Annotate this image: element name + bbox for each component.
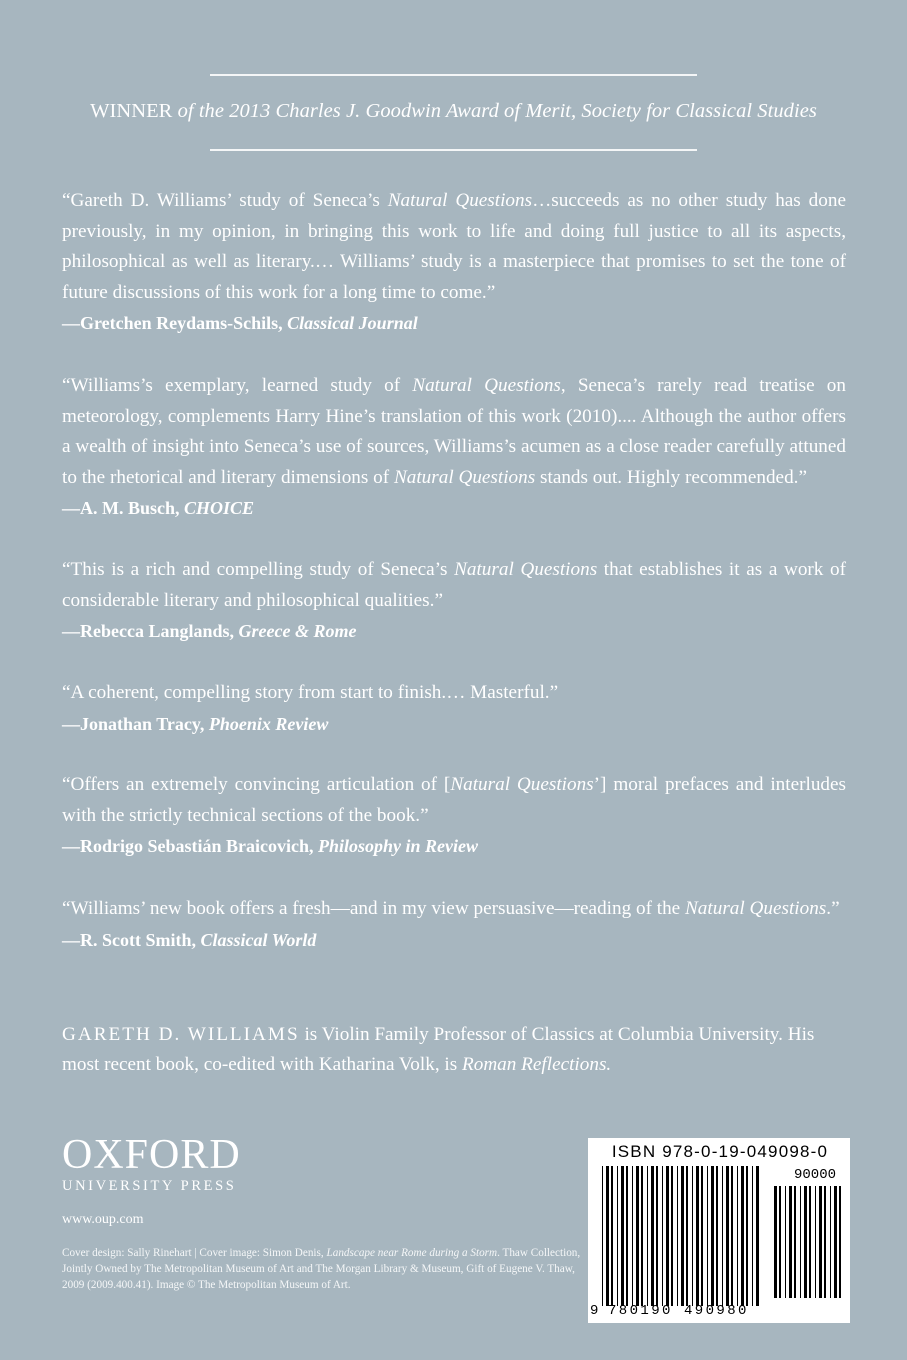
barcode-bars <box>588 1138 850 1323</box>
quote-text: that establishes it as a work of considerable literary and philosophical qualities.” <box>62 559 846 611</box>
barcode-bar <box>647 1166 648 1306</box>
barcode-bar <box>681 1166 684 1306</box>
cover-credits: Cover design: Sally Rinehart | Cover image: Simon Denis, Landscape near Rome during a Storm. Thaw Collection, Jointly Owned by The Metropolitan Museum of Art and The Morgan Library & Museum, Gift of Eugene V. Thaw, 2009 (2009.400.41). Image © The Metropolitan Museum of Art. <box>62 1247 581 1291</box>
barcode-bar <box>789 1186 792 1298</box>
barcode-bar <box>671 1166 673 1306</box>
barcode-bar <box>779 1186 781 1298</box>
barcode-bar <box>686 1166 688 1306</box>
barcode-bar <box>662 1166 663 1306</box>
quote-attribution: —Gretchen Reydams-Schils, Classical Journal <box>62 313 418 333</box>
barcode-bar <box>785 1186 786 1298</box>
quote-title: Natural Questions <box>412 375 561 396</box>
review-quote-6 <box>62 894 846 955</box>
review-quote-4 <box>62 678 846 739</box>
barcode-bar <box>626 1166 628 1306</box>
barcode-bar <box>746 1166 748 1306</box>
logo-oxford: OXFORD <box>62 1132 241 1178</box>
bio-text: is Violin Family Professor of Classics at Columbia University. His most recent book, co-edited with Katharina Volk, is <box>62 1024 815 1075</box>
barcode-bar <box>666 1166 669 1306</box>
quote-text: “Williams’s exemplary, learned study of <box>62 375 413 396</box>
quote-attribution: —Jonathan Tracy, Phoenix Review <box>62 713 329 734</box>
quote-text: “This is a rich and compelling study of Seneca’s <box>62 559 455 580</box>
barcode-bar <box>830 1186 831 1298</box>
bio-book: Roman Reflections. <box>462 1054 612 1075</box>
barcode-bar <box>716 1166 718 1306</box>
barcode-bar <box>809 1186 811 1298</box>
barcode-bar <box>824 1186 826 1298</box>
quote-text: “Offers an extremely convincing articulation of [ <box>62 774 451 795</box>
barcode-bar <box>756 1166 759 1306</box>
barcode-bar <box>611 1166 613 1306</box>
quote-text: ’] moral prefaces and interludes with the strictly technical sections of the book.” <box>62 774 846 826</box>
award-text: of the 2013 Charles J. Goodwin Award of Merit, Society for Classical Studies <box>177 100 817 122</box>
barcode-bar <box>696 1166 699 1306</box>
review-quote-3 <box>62 555 846 646</box>
review-quote-1 <box>62 186 846 338</box>
barcode-bar <box>815 1186 816 1298</box>
barcode-bar <box>819 1186 822 1298</box>
review-quote-2 <box>62 371 846 523</box>
barcode-first-digit: 9 <box>590 1303 599 1319</box>
barcode-price-code: 90000 <box>794 1167 837 1183</box>
quote-text: “Williams’ new book offers a fresh—and in my view persuasive—reading of the <box>62 898 685 919</box>
isbn-barcode <box>588 1138 850 1323</box>
barcode-right-digits: 490980 <box>684 1303 749 1319</box>
barcode-bar <box>617 1166 618 1306</box>
barcode-bar <box>692 1166 693 1306</box>
barcode-left-digits: 780190 <box>608 1303 673 1319</box>
quote-text: …succeeds as no other study has done previously, in my opinion, in bringing this work to life and doing full justice to all its aspects, philosophical as well as literary.… Williams’ study is a masterpiece that promises to set the tone of future discussions of this work for a long time to come.” <box>62 190 846 303</box>
barcode-bar <box>741 1166 744 1306</box>
quote-text: “A coherent, compelling story from start to finish.… Masterful.” <box>62 682 559 703</box>
barcode-bar <box>726 1166 729 1306</box>
bottom-rule <box>210 149 697 151</box>
quote-attribution: —R. Scott Smith, Classical World <box>62 929 317 950</box>
barcode-bar <box>800 1186 801 1298</box>
quote-title: Natural Questions <box>450 774 594 795</box>
barcode-bar <box>774 1186 777 1298</box>
barcode-bar <box>641 1166 643 1306</box>
barcode-bar <box>794 1186 796 1298</box>
quote-title: Natural Questions <box>393 466 536 488</box>
quote-title: Natural Questions <box>685 898 827 919</box>
quote-attribution: —Rebecca Langlands, Greece & Rome <box>62 621 357 641</box>
barcode-bar <box>632 1166 633 1306</box>
barcode-bar <box>651 1166 654 1306</box>
barcode-bar <box>804 1186 807 1298</box>
barcode-bar <box>834 1186 837 1298</box>
author-bio <box>62 1020 846 1080</box>
barcode-bar <box>737 1166 738 1306</box>
quote-title: Natural Questions <box>387 190 533 211</box>
quote-title: Natural Questions <box>454 559 598 580</box>
barcode-bar <box>606 1166 609 1306</box>
barcode-bar <box>752 1166 753 1306</box>
barcode-bar <box>621 1166 624 1306</box>
top-rule <box>210 74 697 76</box>
quote-text: stands out. Highly recommended.” <box>535 466 807 488</box>
quote-attribution: —Rodrigo Sebastián Braicovich, Philosophy in Review <box>62 836 479 856</box>
award-line <box>0 100 907 123</box>
author-name: GARETH D. WILLIAMS <box>62 1024 300 1045</box>
quote-attribution: —A. M. Busch, CHOICE <box>62 498 255 518</box>
barcode-bar <box>656 1166 658 1306</box>
quote-text: , Seneca’s rarely read treatise on meteorology, complements Harry Hine’s translation of this work (2010).... Although the author offers a wealth of insight into Seneca’s use of sources, Williams’s acumen as a close reader carefully attuned to the rhetorical and literary dimensions of <box>62 375 846 488</box>
barcode-bar <box>711 1166 714 1306</box>
quote-text: .” <box>826 898 840 919</box>
oxford-logo <box>62 1133 241 1195</box>
barcode-bar <box>701 1166 703 1306</box>
logo-university-press: UNIVERSITY PRESS <box>62 1178 237 1194</box>
barcode-bar <box>839 1186 841 1298</box>
barcode-bar <box>731 1166 733 1306</box>
publisher-url[interactable]: www.oup.com <box>62 1212 144 1227</box>
barcode-bar <box>722 1166 723 1306</box>
review-quote-5 <box>62 770 846 861</box>
isbn-text: ISBN 978-0-19-049098-0 <box>611 1142 829 1161</box>
quote-text: “Gareth D. Williams’ study of Seneca’s <box>62 190 388 211</box>
award-winner: WINNER <box>90 100 173 122</box>
barcode-bar <box>602 1166 603 1306</box>
barcode-bar <box>636 1166 639 1306</box>
barcode-bar <box>707 1166 708 1306</box>
barcode-bar <box>677 1166 678 1306</box>
